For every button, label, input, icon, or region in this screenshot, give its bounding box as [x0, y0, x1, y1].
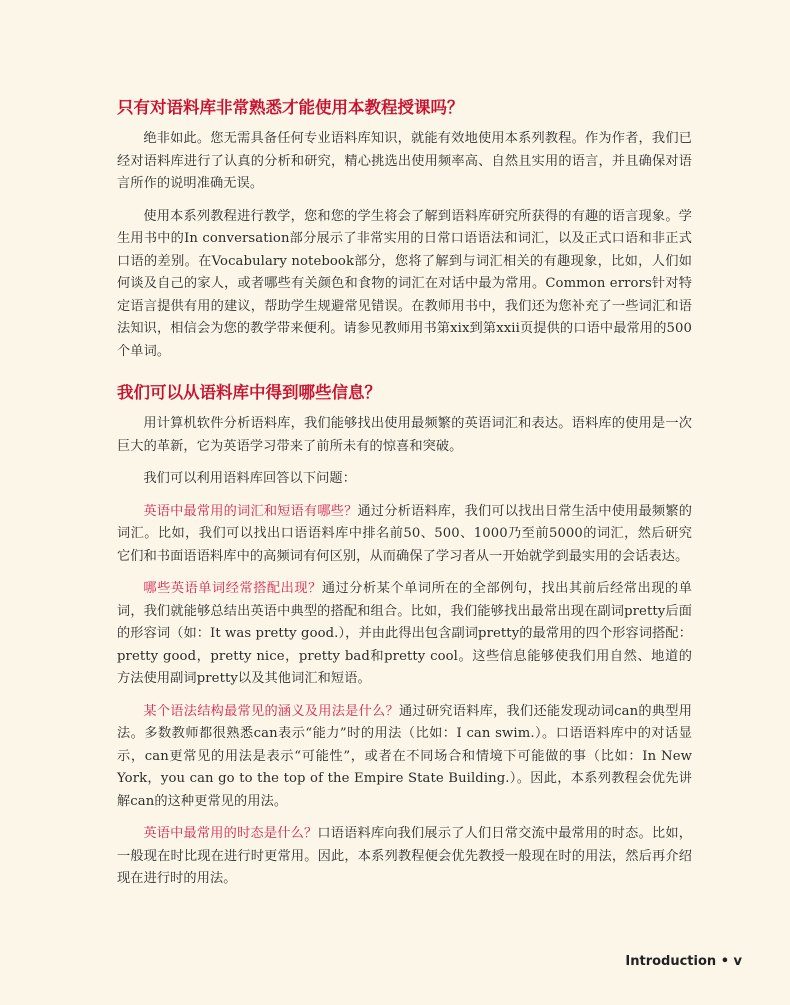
paragraph: 用计算机软件分析语料库，我们能够找出使用最频繁的英语词汇和表达。语料库的使用是一次巨大的革新，它为英语学习带来了前所未有的惊喜和突破。	[117, 416, 692, 454]
paragraph: 我们可以利用语料库回答以下问题：	[143, 471, 356, 486]
question-label: 英语中最常用的时态是什么？	[143, 826, 318, 841]
question-paragraph	[117, 578, 692, 691]
page-footer: Introduction • v	[625, 954, 742, 969]
paragraph: 绝非如此。您无需具备任何专业语料库知识，就能有效地使用本系列教程。作为作者，我们已经对语料库进行了认真的分析和研究，精心挑选出使用频率高、自然且实用的语言，并且确保对语言所作的说明准确无误。	[117, 131, 692, 191]
answer-text: 通过分析语料库，我们可以找出日常生活中使用最频繁的词汇。比如，我们可以找出口语语料库中排名前50、500、1000乃至前5000的词汇，然后研究它们和书面语语料库中的高频词有何区别，从而确保了学习者从一开始就学到最实用的会话表达。	[117, 503, 692, 564]
question-label: 某个语法结构最常见的涵义及用法是什么？	[143, 703, 399, 719]
question-label: 英语中最常用的词汇和短语有哪些？	[143, 503, 358, 519]
answer-text: 通过研究语料库，我们还能发现动词can的典型用法。多数教师都很熟悉can表示“能力”时的用法（比如：I can swim.）。口语语料库中的对话显示，can更常见的用法是表示“可能性”，或者在不同场合和情境下可能做的事（比如：In New York，you can go to the top of the Empire State Building.）。因此，本系列教程会优先讲解can的这种更常见的用法。	[117, 703, 692, 809]
section-heading-corpus-familiarity: 只有对语料库非常熟悉才能使用本教程授课吗？	[117, 98, 464, 117]
answer-text: 口语语料库向我们展示了人们日常交流中最常用的时态。比如，一般现在时比现在进行时更常用。因此，本系列教程便会优先教授一般现在时的用法，然后再介绍现在进行时的用法。	[117, 826, 692, 886]
question-paragraph	[117, 701, 692, 814]
section-heading-corpus-info: 我们可以从语料库中得到哪些信息？	[117, 383, 381, 402]
page-content	[117, 96, 692, 901]
paragraph: 使用本系列教程进行教学，您和您的学生将会了解到语料库研究所获得的有趣的语言现象。学生用书中的In conversation部分展示了非常实用的日常口语语法和词汇，以及正式口语和非正式口语的差别。在Vocabulary notebook部分，您将了解到与词汇相关的有趣现象，比如，人们如何谈及自己的家人，或者哪些有关颜色和食物的词汇在对话中最为常用。Common errors针对特定语言提供有用的建议，帮助学生规避常见错误。在教师用书中，我们还为您补充了一些词汇和语法知识，相信会为您的教学带来便利。请参见教师用书第xix到第xxii页提供的口语中最常用的500个单词。	[117, 208, 692, 359]
answer-text: 通过分析某个单词所在的全部例句，找出其前后经常出现的单词，我们就能够总结出英语中典型的搭配和组合。比如，我们能够找出最常出现在副词pretty后面的形容词（如：It was pretty good.），并由此得出包含副词pretty的最常用的四个形容词搭配：pretty good，pretty nice，pretty bad和pretty cool。这些信息能够使我们用自然、地道的方法使用副词pretty以及其他词汇和短语。	[117, 581, 692, 686]
question-paragraph	[117, 501, 692, 569]
question-paragraph	[117, 823, 692, 891]
question-label: 哪些英语单词经常搭配出现？	[143, 581, 322, 596]
